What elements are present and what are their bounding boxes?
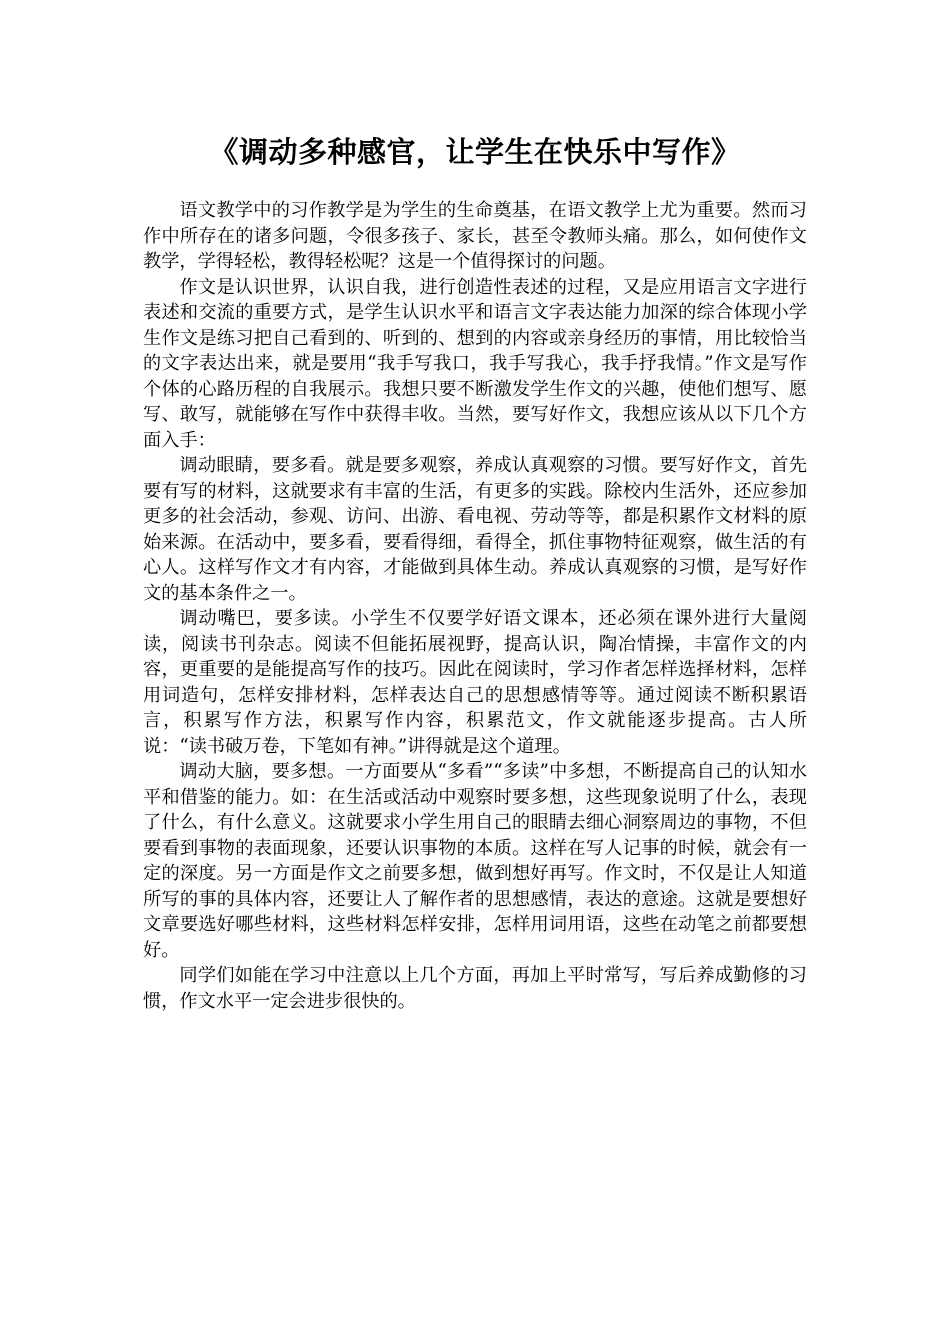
paragraph-conclusion: 同学们如能在学习中注意以上几个方面，再加上平时常写，写后养成勤修的习惯，作文水平一定会进步很快的。 <box>143 965 807 1012</box>
paragraph-purpose: 作文是认识世界，认识自我，进行创造性表述的过程，又是应用语言文字进行表述和交流的重要方式，是学生认识水平和语言文字表达能力加深的综合体现小学生作文是练习把自己看到的、听到的、想到的内容或亲身经历的事情，用比较恰当的文字表达出来，就是要用“我手写我口，我手写我心，我手抒我情。”作文是写作个体的心路历程的自我展示。我想只要不断激发学生作文的兴趣，使他们想写、愿写、敢写，就能够在写作中获得丰收。当然，要写好作文，我想应该从以下几个方面入手： <box>143 276 807 451</box>
paragraph-brain: 调动大脑，要多想。一方面要从“多看”“多读”中多想，不断提高自己的认知水平和借鉴的能力。如：在生活或活动中观察时要多想，这些现象说明了什么，表现了什么，有什么意义。这就要求小学生用自己的眼睛去细心洞察周边的事物，不但要看到事物的表面现象，还要认识事物的本质。这样在写人记事的时候，就会有一定的深度。另一方面是作文之前要多想，做到想好再写。作文时，不仅是让人知道所写的事的具体内容，还要让人了解作者的思想感情，表达的意途。这就是要想好文章要选好哪些材料，这些材料怎样安排，怎样用词用语，这些在动笔之前都要想好。 <box>143 761 807 961</box>
paragraph-eyes: 调动眼睛，要多看。就是要多观察，养成认真观察的习惯。要写好作文，首先要有写的材料，这就要求有丰富的生活，有更多的实践。除校内生活外，还应参加更多的社会活动，参观、访问、出游、看电视、劳动等等，都是积累作文材料的原始来源。在活动中，要多看，要看得细，看得全，抓住事物特征观察，做生活的有心人。这样写作文才有内容，才能做到具体生动。养成认真观察的习惯，是写好作文的基本条件之一。 <box>143 455 807 604</box>
paragraph-intro: 语文教学中的习作教学是为学生的生命奠基，在语文教学上尤为重要。然而习作中所存在的诸多问题，令很多孩子、家长，甚至令教师头痛。那么，如何使作文教学，学得轻松，教得轻松呢？这是一个值得探讨的问题。 <box>143 200 807 272</box>
paragraph-mouth: 调动嘴巴，要多读。小学生不仅要学好语文课本，还必须在课外进行大量阅读，阅读书刊杂志。阅读不但能拓展视野，提高认识，陶冶情操，丰富作文的内容，更重要的是能提高写作的技巧。因此在阅读时，学习作者怎样选择材料，怎样用词造句，怎样安排材料，怎样表达自己的思想感情等等。通过阅读不断积累语言，积累写作方法，积累写作内容，积累范文，作文就能逐步提高。古人所说：“读书破万卷，下笔如有神。”讲得就是这个道理。 <box>143 608 807 757</box>
document-title: 《调动多种感官，让学生在快乐中写作》 <box>209 135 741 169</box>
document-body <box>143 198 807 1014</box>
